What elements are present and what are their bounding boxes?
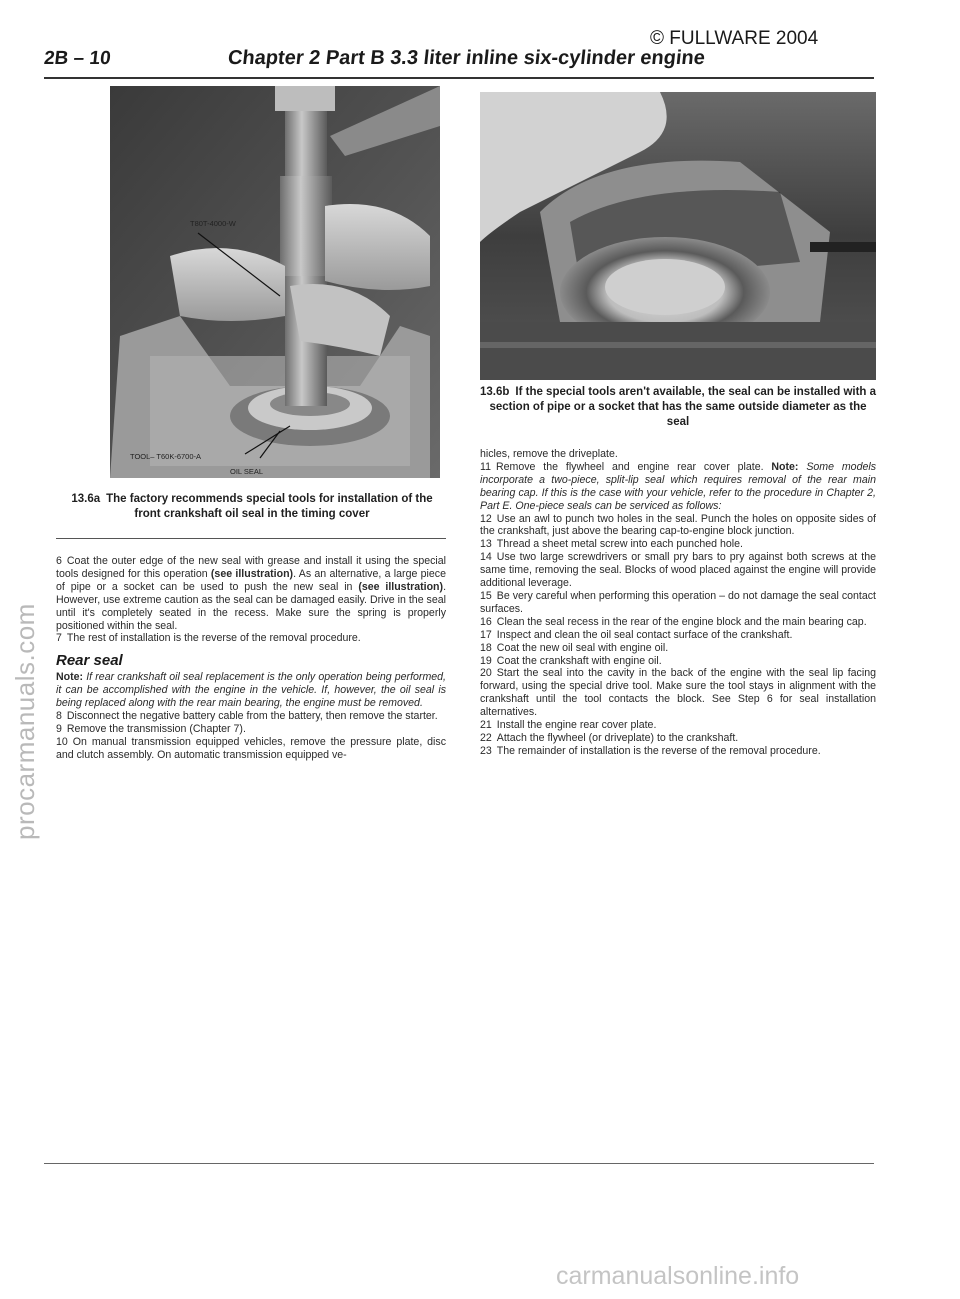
- step-21: [480, 719, 876, 732]
- step-text: Be very careful when performing this operation – do not damage the seal contact surfaces.: [480, 589, 876, 615]
- step-number: 22: [480, 731, 492, 744]
- step-number: 10: [56, 735, 68, 748]
- step-22: [480, 732, 876, 745]
- step-text: Coat the crankshaft with engine oil.: [496, 654, 662, 667]
- step-17: [480, 629, 876, 642]
- step-number: 19: [480, 654, 492, 667]
- caption-b-text: If the special tools aren't available, the seal can be installed with a section of pipe or a socket that has the same outside diameter as the seal: [489, 386, 877, 428]
- continuation-text: hicles, remove the driveplate.: [480, 448, 618, 460]
- see-illustration-ref: (see illustration): [210, 567, 294, 580]
- label-oil-seal: OIL SEAL: [230, 467, 264, 476]
- caption-b-number: 13.6b: [479, 386, 510, 398]
- step-15: [480, 590, 876, 616]
- step-number: 6: [56, 555, 62, 567]
- caption-figure-b: [478, 385, 878, 430]
- step-9: [56, 723, 446, 736]
- step-7: [56, 632, 446, 645]
- caption-figure-a: [62, 492, 442, 522]
- left-column: [56, 555, 446, 762]
- step-number: 9: [56, 722, 62, 735]
- label-tool-top: T80T-4000-W: [190, 219, 236, 228]
- step-20: [480, 667, 876, 719]
- note-text: If rear crankshaft oil seal replacement is the only operation being performed, it can be accomplished with the engine in the vehicle. If, however, the oil seal is being replaced along with the rear main bearing, the engine must be removed.: [56, 671, 446, 710]
- step-text: Inspect and clean the oil seal contact surface of the crankshaft.: [496, 628, 793, 641]
- watermark-carmanualsonline: carmanualsonline.info: [556, 1262, 800, 1290]
- step-number: 7: [56, 632, 62, 645]
- step-text: Disconnect the negative battery cable from the battery, then remove the starter.: [66, 709, 438, 722]
- step-number: 14: [480, 551, 492, 564]
- step-text: Clean the seal recess in the rear of the engine block and the main bearing cap.: [496, 615, 867, 628]
- label-tool-bottom: TOOL– T60K-6700-A: [130, 452, 202, 461]
- photo-seal-socket-alternative: [480, 92, 876, 380]
- step-text: On manual transmission equipped vehicles, remove the pressure plate, disc and clutch assembly. On automatic transmission equipped ve-: [56, 735, 446, 761]
- step-text: Attach the flywheel (or driveplate) to the crankshaft.: [496, 731, 739, 744]
- step-number: 15: [480, 589, 492, 602]
- header-divider: [44, 77, 874, 79]
- step-number: 18: [480, 641, 492, 654]
- step-number: 21: [480, 719, 492, 732]
- step-text: The remainder of installation is the reverse of the removal procedure.: [496, 744, 821, 757]
- step-11: [480, 461, 876, 513]
- note-text: Some models incorporate a two-piece, split-lip seal which requires removal of the rear main bearing cap. If this is the case with your vehicle, refer to the procedure in Chapter 2, Part E. One-piece seals can be serviced as follows:: [480, 460, 877, 512]
- step-12: [480, 513, 876, 539]
- step-number: 8: [56, 709, 62, 722]
- step-number: 13: [480, 538, 492, 551]
- step-23: [480, 745, 876, 758]
- page-code: 2B – 10: [42, 48, 112, 69]
- step-text: Remove the flywheel and engine rear cover plate.: [496, 460, 772, 473]
- footer-divider: [44, 1163, 874, 1164]
- step-text: Coat the new oil seal with engine oil.: [496, 641, 669, 654]
- step-6: [56, 555, 446, 632]
- step-text: Use two large screwdrivers or small pry bars to pry against both screws at the same time, removing the seal. Blocks of wood placed against the engine will provide additional leverage.: [480, 551, 876, 590]
- caption-a-number: 13.6a: [71, 493, 101, 505]
- step-14: [480, 551, 876, 590]
- step-18: [480, 642, 876, 655]
- step-number: 11: [480, 460, 491, 473]
- step-text: Thread a sheet metal screw into each punched hole.: [496, 538, 743, 551]
- step-text: Use an awl to punch two holes in the seal. Punch the holes on opposite sides of the crankshaft, just above the bearing cap-to-engine block junction.: [480, 512, 876, 538]
- copyright-text: © FULLWARE 2004: [650, 28, 819, 49]
- step-number: 17: [480, 628, 492, 641]
- step-text: Install the engine rear cover plate.: [496, 719, 657, 732]
- rear-seal-note: [56, 671, 446, 710]
- step-text: Start the seal into the cavity in the back of the engine with the seal lip facing forward, using the special drive tool. Make sure the tool stays in alignment with the crankshaft until the tool contacts the block. See Step 6 for seal installation alternatives.: [480, 667, 876, 719]
- step-number: 20: [480, 667, 492, 680]
- right-column: [480, 448, 876, 758]
- step-19: [480, 655, 876, 668]
- step-text: Coat the outer edge of the new seal with grease and install it using the special tools designed for this operation: [56, 555, 446, 580]
- step-text: The rest of installation is the reverse of the removal procedure.: [66, 632, 361, 645]
- see-illustration-ref: (see illustration): [358, 580, 444, 593]
- rear-seal-heading: Rear seal: [56, 652, 123, 670]
- note-label: Note:: [56, 671, 84, 684]
- step-10: [56, 736, 446, 762]
- photo-factory-seal-tools: [110, 86, 440, 478]
- step-8: [56, 710, 446, 723]
- step-text: . However, use extreme caution as the seal can be damaged easily. Drive in the seal until it's completely seated in the recess. Make sure the spring is properly positioned within the seal.: [56, 580, 447, 632]
- step-text: Remove the transmission (Chapter 7).: [66, 722, 246, 735]
- step-text: . As an alternative, a large piece of pipe or a socket can be used to push the new seal in: [56, 567, 446, 593]
- step-16: [480, 616, 876, 629]
- step-number: 16: [480, 615, 492, 628]
- caption-a-text: The factory recommends special tools for installation of the front crankshaft oil seal in the timing cover: [106, 493, 433, 520]
- step-number: 23: [480, 744, 492, 757]
- section-divider: [56, 538, 446, 539]
- watermark-procarmanuals: procarmanuals.com: [10, 603, 40, 840]
- step-13: [480, 538, 876, 551]
- step-number: 12: [480, 512, 492, 525]
- chapter-title: Chapter 2 Part B 3.3 liter inline six-cylinder engine: [226, 47, 707, 69]
- note-label: Note:: [771, 460, 799, 473]
